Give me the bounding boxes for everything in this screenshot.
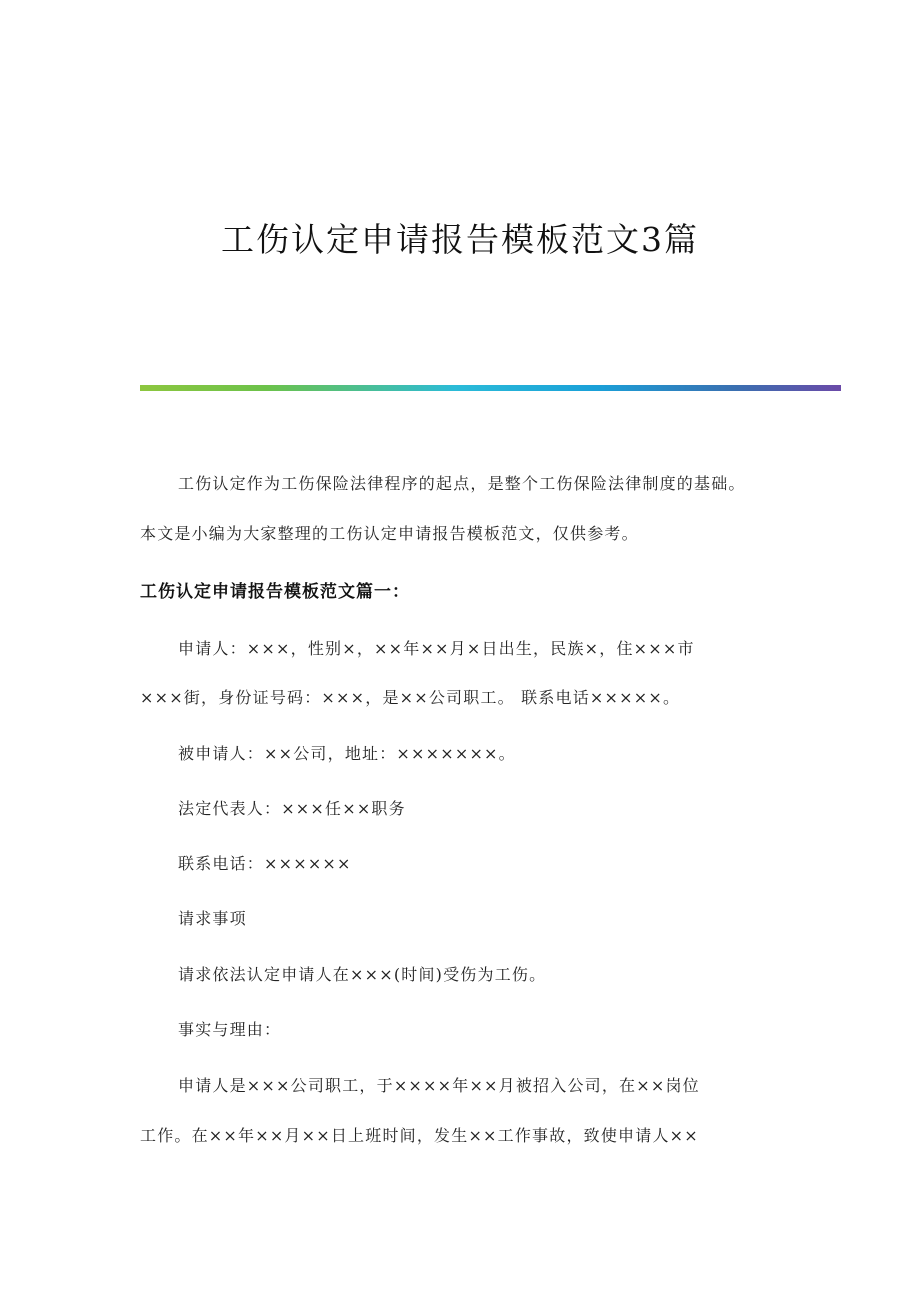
intro-line-2: 本文是小编为大家整理的工伤认定申请报告模板范文，仅供参考。 (140, 524, 639, 543)
applicant-line-1: 申请人：×××，性别×，××年××月×日出生，民族×，住×××市 (178, 639, 695, 658)
section-heading: 工伤认定申请报告模板范文篇一： (140, 582, 410, 602)
legal-rep-line: 法定代表人：×××任××职务 (178, 799, 406, 818)
request-heading: 请求事项 (178, 909, 247, 928)
document-title: 工伤认定申请报告模板范文3篇 (221, 220, 699, 259)
applicant-line-2: ×××街，身份证号码：×××，是××公司职工。 联系电话×××××。 (140, 688, 681, 707)
gradient-divider (140, 385, 841, 391)
request-line: 请求依法认定申请人在×××(时间)受伤为工伤。 (178, 965, 547, 984)
facts-line-2: 工作。在××年××月××日上班时间，发生××工作事故，致使申请人×× (140, 1126, 699, 1145)
facts-line-1: 申请人是×××公司职工，于××××年××月被招入公司，在××岗位 (178, 1076, 700, 1095)
facts-heading: 事实与理由： (178, 1020, 282, 1039)
phone-line: 联系电话：×××××× (178, 854, 352, 873)
respondent-line: 被申请人：××公司，地址：×××××××。 (178, 744, 516, 763)
intro-line-1: 工伤认定作为工伤保险法律程序的起点，是整个工伤保险法律制度的基础。 (178, 474, 746, 493)
